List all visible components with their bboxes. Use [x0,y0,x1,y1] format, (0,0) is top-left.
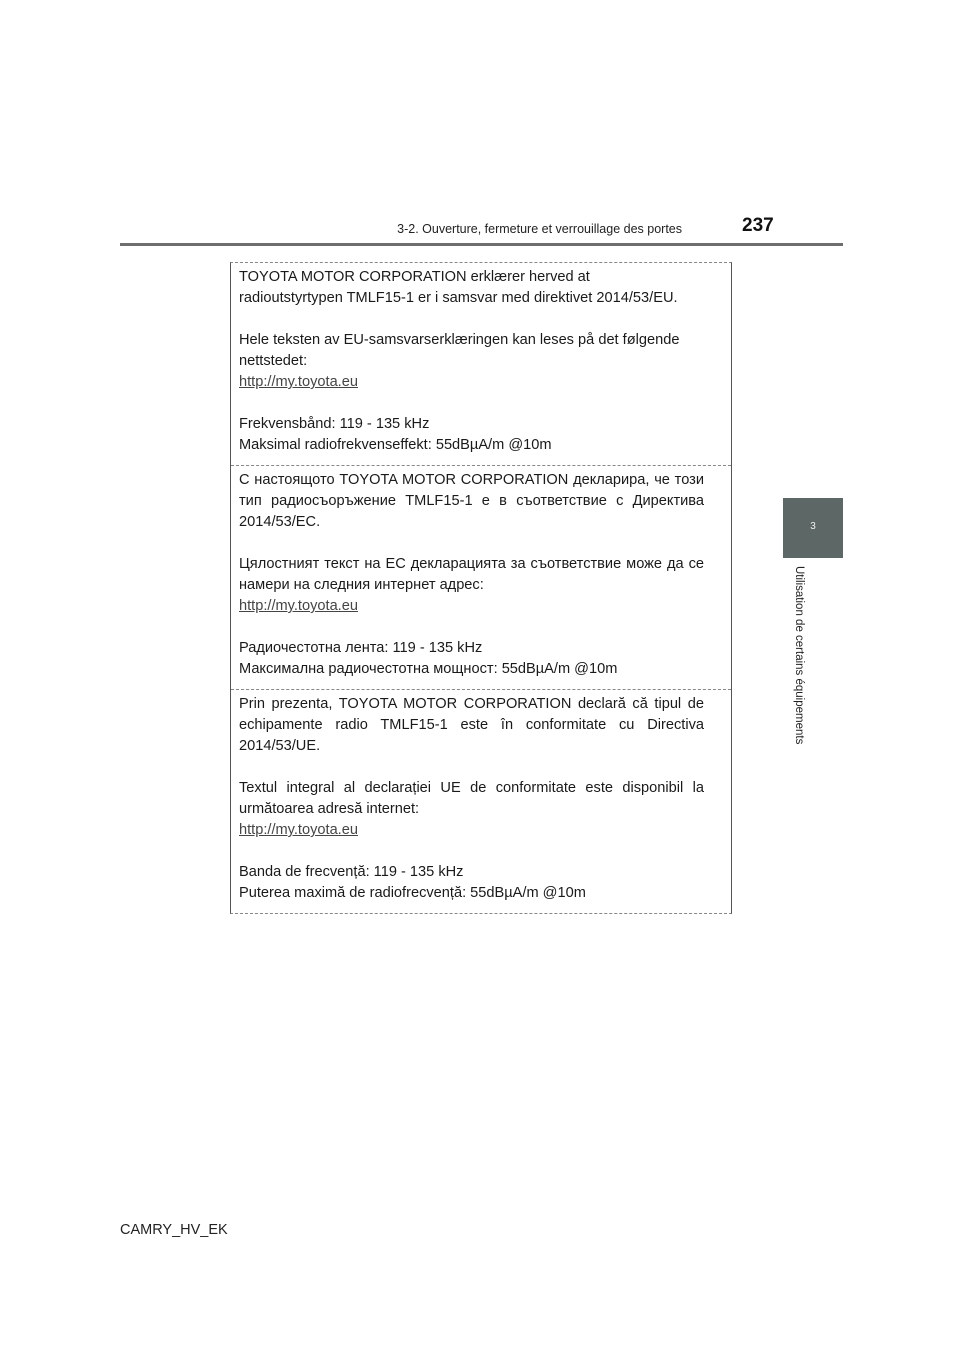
frequency-band-text: Frekvensbånd: 119 - 135 kHz [239,416,430,432]
availability-text: Цялостният текст на ЕС декларацията за съответствие може да се намери на следния интернет адрес: [239,556,704,593]
declaration-text-line2: radioutstyrtypen TMLF15-1 er i samsvar med direktivet 2014/53/EU. [239,290,678,306]
chapter-number: 3 [810,521,816,532]
declaration-url-link[interactable]: http://my.toyota.eu [239,374,358,390]
max-power-text: Maksimal radiofrekvenseffekt: 55dBµA/m @10m [239,437,552,453]
declaration-section-romanian [231,689,731,913]
availability-text-line1: Hele teksten av EU-samsvarserklæringen kan leses på det følgende [239,332,680,348]
availability-text-line2: nettstedet: [239,353,308,369]
chapter-label: Utilisation de certains équipements [793,566,805,745]
declaration-box [230,262,732,914]
model-code: CAMRY_HV_EK [120,1222,228,1238]
declaration-section-bulgarian [231,465,731,689]
declaration-url-link[interactable]: http://my.toyota.eu [239,822,358,838]
declaration-section-norwegian [231,263,731,465]
header-divider [120,243,843,246]
chapter-tab [783,498,843,558]
declaration-text: Prin prezenta, TOYOTA MOTOR CORPORATION declară că tipul de echipamente radio TMLF15-1 este în conformitate cu Directiva 2014/53/UE. [239,696,704,754]
max-power-text: Puterea maximă de radiofrecvență: 55dBµA/m @10m [239,885,586,901]
declaration-text-line1: TOYOTA MOTOR CORPORATION erklærer herved at [239,269,590,285]
max-power-text: Максимална радиочестотна мощност: 55dBµA/m @10m [239,661,618,677]
availability-text: Textul integral al declarației UE de conformitate este disponibil la următoarea adresă internet: [239,780,704,817]
declaration-url-link[interactable]: http://my.toyota.eu [239,598,358,614]
declaration-text: С настоящото TOYOTA MOTOR CORPORATION декларира, че този тип радиосъоръжение TMLF15-1 е в съответствие с Директива 2014/53/ЕС. [239,472,704,530]
section-title: 3-2. Ouverture, fermeture et verrouillage des portes [397,222,682,236]
frequency-band-text: Радиочестотна лента: 119 - 135 kHz [239,640,483,656]
page-number: 237 [742,215,774,236]
frequency-band-text: Banda de frecvență: 119 - 135 kHz [239,864,464,880]
